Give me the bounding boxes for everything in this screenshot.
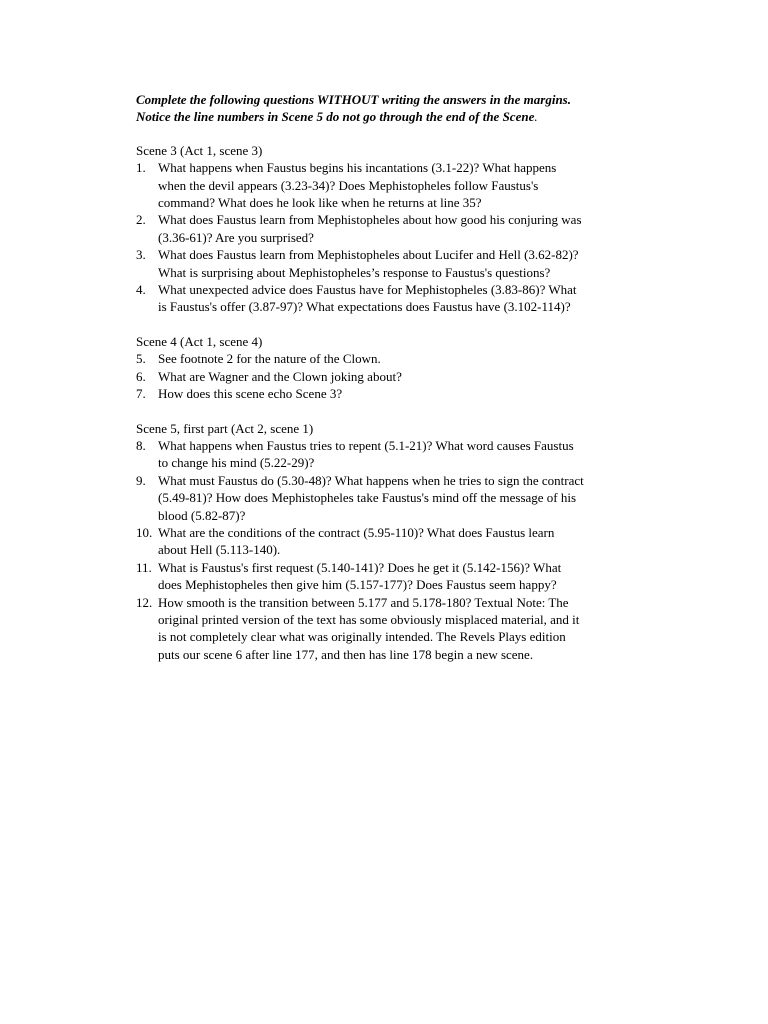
question-text-line: blood (5.82-87)? xyxy=(158,507,246,523)
question-text-line: (3.36-61)? Are you surprised? xyxy=(158,229,314,245)
question-item xyxy=(136,281,656,316)
question-item xyxy=(136,437,656,472)
instructions-line-2-period: . xyxy=(534,109,538,125)
question-text-line: What is Faustus's first request (5.140-141)? Does he get it (5.142-156)? What xyxy=(158,559,562,575)
question-item xyxy=(136,559,656,594)
question-item xyxy=(136,246,656,281)
question-text-line: What does Faustus learn from Mephistopheles about Lucifer and Hell (3.62-82)? xyxy=(158,247,579,263)
question-text-line: is Faustus's offer (3.87-97)? What expectations does Faustus have (3.102-114)? xyxy=(158,299,571,315)
question-number: 8. xyxy=(136,437,146,453)
question-item xyxy=(136,350,656,367)
question-item xyxy=(136,594,656,664)
question-text-line: original printed version of the text has some obviously misplaced material, and it xyxy=(158,611,580,627)
question-text-line: What is surprising about Mephistopheles’s response to Faustus's questions? xyxy=(158,264,551,280)
question-text-line: How smooth is the transition between 5.177 and 5.178-180? Textual Note: The xyxy=(158,594,569,610)
question-text-line: What are Wagner and the Clown joking about? xyxy=(158,368,402,384)
question-item xyxy=(136,472,656,524)
question-text-line: What does Faustus learn from Mephistopheles about how good his conjuring was xyxy=(158,212,582,228)
question-number: 9. xyxy=(136,472,146,488)
section-scene-4 xyxy=(136,333,656,403)
question-text-line: What unexpected advice does Faustus have for Mephistopheles (3.83-86)? What xyxy=(158,282,577,298)
instructions-line-2 xyxy=(136,108,656,125)
question-number: 6. xyxy=(136,368,146,384)
question-text-line: command? What does he look like when he returns at line 35? xyxy=(158,195,482,211)
question-number: 7. xyxy=(136,386,146,402)
question-text-line: to change his mind (5.22-29)? xyxy=(158,455,315,471)
question-number: 1. xyxy=(136,160,146,176)
question-number: 2. xyxy=(136,212,146,228)
question-text-line: What are the conditions of the contract (5.95-110)? What does Faustus learn xyxy=(158,524,555,540)
question-number: 10. xyxy=(136,524,153,540)
question-number: 4. xyxy=(136,282,146,298)
section-scene-5 xyxy=(136,420,656,664)
question-item xyxy=(136,159,656,211)
question-text-line: See footnote 2 for the nature of the Clown. xyxy=(158,351,381,367)
question-item xyxy=(136,368,656,385)
question-text-line: when the devil appears (3.23-34)? Does Mephistopheles follow Faustus's xyxy=(158,177,539,193)
question-text-line: What happens when Faustus begins his incantations (3.1-22)? What happens xyxy=(158,160,557,176)
question-text-line: about Hell (5.113-140). xyxy=(158,542,281,558)
instructions-line-2-text: Notice the line numbers in Scene 5 do not go through the end of the Scene xyxy=(136,109,535,125)
section-scene-3 xyxy=(136,142,656,316)
question-item xyxy=(136,211,656,246)
section-heading: Scene 3 (Act 1, scene 3) xyxy=(136,142,263,158)
section-heading: Scene 5, first part (Act 2, scene 1) xyxy=(136,420,314,436)
question-text-line: How does this scene echo Scene 3? xyxy=(158,386,343,402)
question-number: 12. xyxy=(136,594,153,610)
question-text-line: (5.49-81)? How does Mephistopheles take Faustus's mind off the message of his xyxy=(158,490,577,506)
question-item xyxy=(136,385,656,402)
document-body xyxy=(136,91,656,680)
question-number: 11. xyxy=(136,559,152,575)
question-text-line: is not completely clear what was originally intended. The Revels Plays edition xyxy=(158,629,566,645)
question-text-line: does Mephistopheles then give him (5.157-177)? Does Faustus seem happy? xyxy=(158,577,557,593)
instructions-line-1: Complete the following questions WITHOUT writing the answers in the margins. xyxy=(136,92,571,107)
question-number: 5. xyxy=(136,351,146,367)
question-text-line: What must Faustus do (5.30-48)? What happens when he tries to sign the contract xyxy=(158,472,584,488)
instructions xyxy=(136,91,656,126)
question-text-line: What happens when Faustus tries to repent (5.1-21)? What word causes Faustus xyxy=(158,437,574,453)
question-number: 3. xyxy=(136,247,146,263)
question-text-line: puts our scene 6 after line 177, and then has line 178 begin a new scene. xyxy=(158,646,534,662)
section-heading: Scene 4 (Act 1, scene 4) xyxy=(136,333,263,349)
question-item xyxy=(136,524,656,559)
